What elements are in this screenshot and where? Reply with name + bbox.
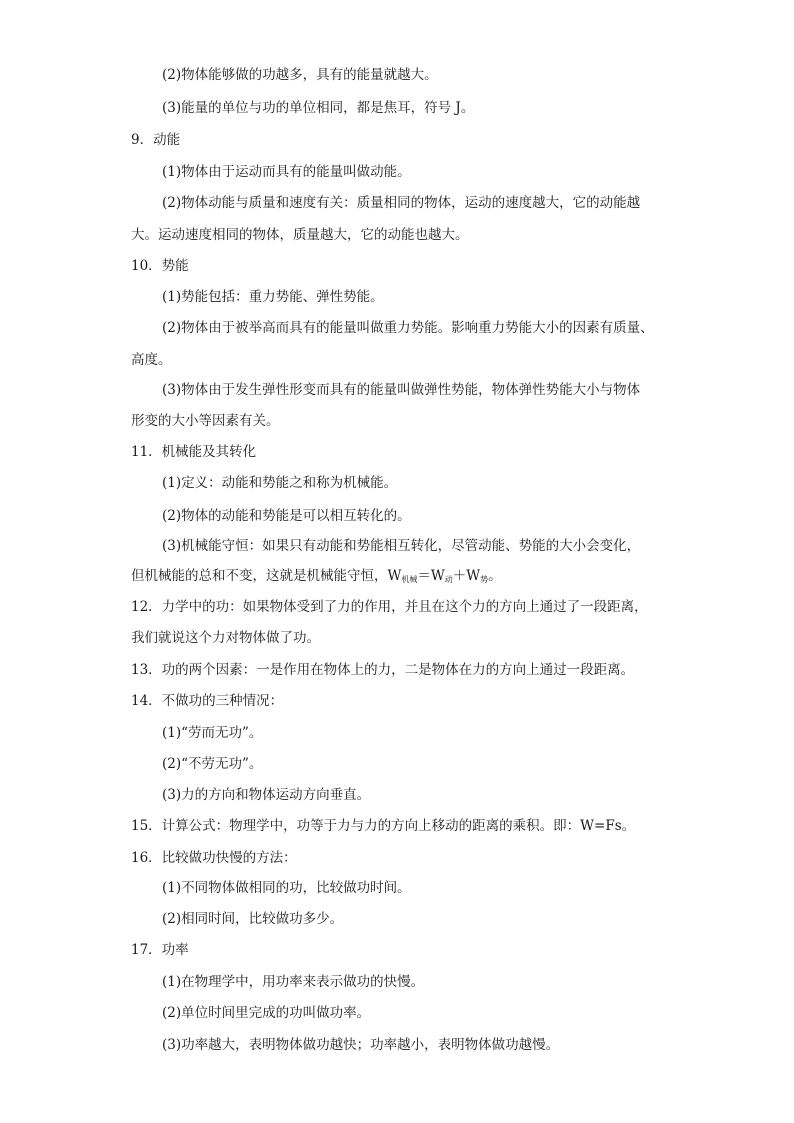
text-line: (1)不同物体做相同的功，比较做功时间。 [162,880,411,896]
section-heading: 10．势能 [131,258,189,274]
formula-line [131,567,502,589]
formula-end: 。 [488,568,502,584]
text-line: (1)势能包括：重力势能、弹性势能。 [162,289,384,305]
text-line: (3)功率越大，表明物体做功越快；功率越小，表明物体做功越慢。 [162,1037,560,1053]
text-line: (3)力的方向和物体运动方向垂直。 [162,787,371,803]
section-heading: 11．机械能及其转化 [131,444,257,460]
text-line: (1)物体由于运动而具有的能量叫做动能。 [162,164,411,180]
text-line: (2)单位时间里完成的功叫做功率。 [162,1005,371,1021]
section-heading: 17．功率 [131,942,189,958]
section-heading: 14．不做功的三种情况： [131,693,284,709]
text-line: (2)物体的动能和势能是可以相互转化的。 [162,508,411,524]
formula-plus: ＋W [452,568,481,584]
text-line: 形变的大小等因素有关。 [131,413,280,429]
text-line: (1)“劳而无功”。 [162,725,263,741]
text-line: (3)能量的单位与功的单位相同，都是焦耳，符号 J。 [162,100,475,116]
section-heading: 12．力学中的功：如果物体受到了力的作用，并且在这个力的方向上通过了一段距离， [131,599,648,615]
text-line: 大。运动速度相同的物体，质量越大，它的动能也越大。 [131,227,469,243]
subscript-kinetic: 动 [444,575,453,584]
text-line: (2)物体由于被举高而具有的能量叫做重力势能。影响重力势能大小的因素有质量、 [162,320,654,336]
text-line: 高度。 [131,352,172,368]
section-heading: 15．计算公式：物理学中，功等于力与力的方向上移动的距离的乘积。即：W=Fs。 [131,818,636,834]
formula-equals: ＝W [417,568,445,584]
section-heading: 9．动能 [131,132,181,148]
text-line: (2)物体能够做的功越多，具有的能量就越大。 [162,67,438,83]
formula-text: 但机械能的总和不变，这就是机械能守恒，W [131,568,402,584]
text-line: (1)在物理学中，用功率来表示做功的快慢。 [162,974,425,990]
text-line: (1)定义：动能和势能之和称为机械能。 [162,475,398,491]
text-line: (2)相同时间，比较做功多少。 [162,911,344,927]
subscript-mechanical: 机械 [401,575,418,584]
section-heading: 13．功的两个因素：一是作用在物体上的力，二是物体在力的方向上通过一段距离。 [131,662,635,678]
section-heading: 16．比较做功快慢的方法： [131,850,297,866]
text-line: 我们就说这个力对物体做了功。 [131,630,320,646]
text-line: (3)物体由于发生弹性形变而具有的能量叫做弹性势能，物体弹性势能大小与物体 [162,382,641,398]
subscript-potential: 势 [480,575,489,584]
text-line: (2)“不劳无功”。 [162,756,263,772]
text-line: (2)物体动能与质量和速度有关：质量相同的物体，运动的速度越大，它的动能越 [162,195,641,211]
text-line: (3)机械能守恒：如果只有动能和势能相互转化，尽管动能、势能的大小会变化， [162,538,641,554]
